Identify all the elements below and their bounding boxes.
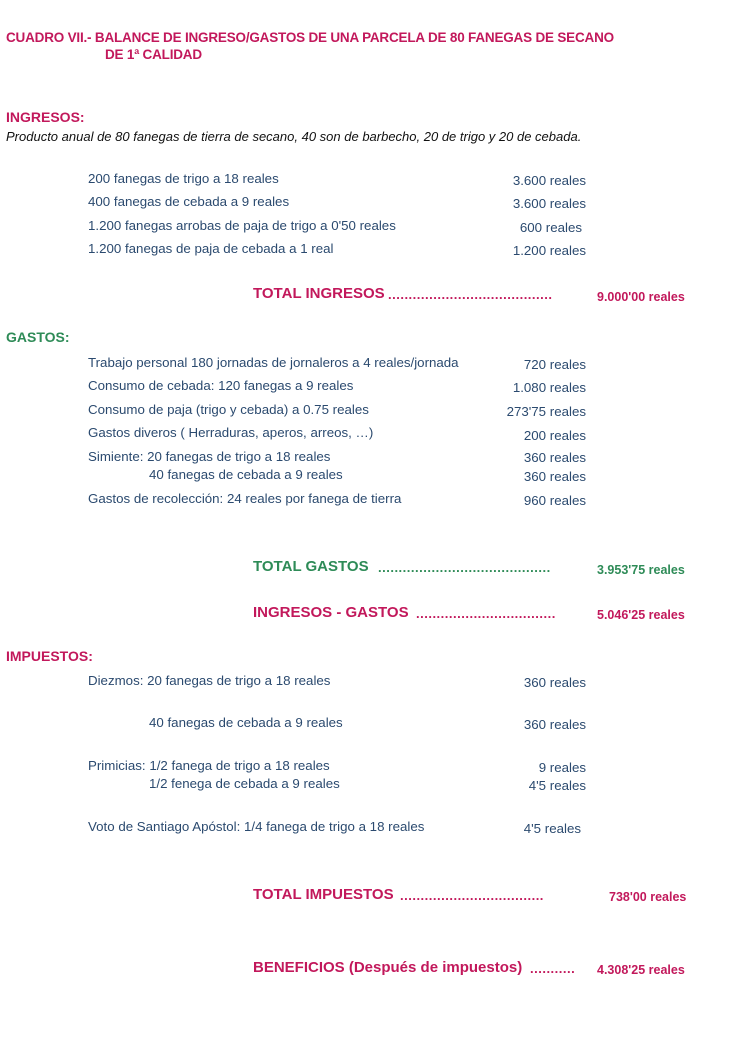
gastos-item-amount: 200 reales: [523, 428, 586, 443]
impuestos-item-label: 1/2 fenega de cebada a 9 reales: [149, 776, 340, 791]
total-gastos-label: TOTAL GASTOS: [253, 558, 369, 575]
beneficios-label: BENEFICIOS (Después de impuestos): [253, 959, 523, 976]
total-gastos-dots: ..........................................: [378, 560, 551, 575]
beneficios-dots: ...........: [530, 961, 576, 976]
gastos-item-label: Trabajo personal 180 jornadas de jornaleros a 4 reales/jornada: [88, 355, 459, 370]
beneficios-value: 4.308'25 reales: [597, 963, 685, 977]
total-impuestos-label: TOTAL IMPUESTOS: [253, 886, 394, 903]
impuestos-heading: IMPUESTOS:: [6, 648, 93, 664]
gastos-item-amount: 273'75 reales: [506, 404, 586, 419]
impuestos-item-label: Voto de Santiago Apóstol: 1/4 fanega de trigo a 18 reales: [88, 819, 425, 834]
impuestos-item-amount: 360 reales: [523, 675, 586, 690]
ingresos-gastos-value: 5.046'25 reales: [597, 608, 685, 622]
gastos-item-amount: 360 reales: [523, 469, 586, 484]
total-ingresos-label: TOTAL INGRESOS: [253, 285, 385, 302]
total-impuestos-value: 738'00 reales: [609, 890, 687, 904]
total-impuestos-dots: ...................................: [400, 888, 544, 903]
gastos-heading: GASTOS:: [6, 329, 70, 345]
gastos-item-amount: 720 reales: [523, 357, 586, 372]
ingresos-item-amount: 3.600 reales: [512, 196, 586, 211]
ingresos-gastos-dots: ..................................: [416, 606, 556, 621]
gastos-item-label: Gastos de recolección: 24 reales por fanega de tierra: [88, 491, 402, 506]
impuestos-item-label: 40 fanegas de cebada a 9 reales: [149, 715, 343, 730]
ingresos-item-label: 400 fanegas de cebada a 9 reales: [88, 194, 290, 209]
ingresos-item-label: 1.200 fanegas de paja de cebada a 1 real: [88, 241, 334, 256]
impuestos-item-label: Diezmos: 20 fanegas de trigo a 18 reales: [88, 673, 331, 688]
ingresos-subtitle: Producto anual de 80 fanegas de tierra de secano, 40 son de barbecho, 20 de trigo y 20 de cebada.: [6, 129, 582, 144]
ingresos-item-amount: 1.200 reales: [512, 243, 586, 258]
total-gastos-value: 3.953'75 reales: [597, 563, 685, 577]
ingresos-item-amount: 3.600 reales: [512, 173, 586, 188]
gastos-item-amount: 360 reales: [523, 450, 586, 465]
impuestos-item-label: Primicias: 1/2 fanega de trigo a 18 reales: [88, 758, 330, 773]
total-ingresos-value: 9.000'00 reales: [597, 290, 685, 304]
document-title-line2: DE 1ª CALIDAD: [105, 47, 202, 62]
gastos-item-label: Simiente: 20 fanegas de trigo a 18 reales: [88, 449, 331, 464]
ingresos-item-label: 200 fanegas de trigo a 18 reales: [88, 171, 279, 186]
impuestos-item-amount: 4'5 reales: [528, 778, 586, 793]
ingresos-item-label: 1.200 fanegas arrobas de paja de trigo a 0'50 reales: [88, 218, 396, 233]
impuestos-item-amount: 4'5 reales: [523, 821, 581, 836]
gastos-item-label: Consumo de cebada: 120 fanegas a 9 reales: [88, 378, 354, 393]
ingresos-gastos-label: INGRESOS - GASTOS: [253, 604, 409, 621]
gastos-item-label: Gastos diveros ( Herraduras, aperos, arreos, …): [88, 425, 374, 440]
document-title-line1: CUADRO VII.- BALANCE DE INGRESO/GASTOS DE UNA PARCELA DE 80 FANEGAS DE SECANO: [6, 30, 614, 45]
gastos-item-label: Consumo de paja (trigo y cebada) a 0.75 reales: [88, 402, 369, 417]
gastos-item-amount: 960 reales: [523, 493, 586, 508]
impuestos-item-amount: 9 reales: [538, 760, 586, 775]
total-ingresos-dots: ........................................: [388, 287, 553, 302]
gastos-item-amount: 1.080 reales: [512, 380, 586, 395]
ingresos-heading: INGRESOS:: [6, 109, 85, 125]
gastos-item-label: 40 fanegas de cebada a 9 reales: [149, 467, 343, 482]
impuestos-item-amount: 360 reales: [523, 717, 586, 732]
ingresos-item-amount: 600 reales: [519, 220, 582, 235]
